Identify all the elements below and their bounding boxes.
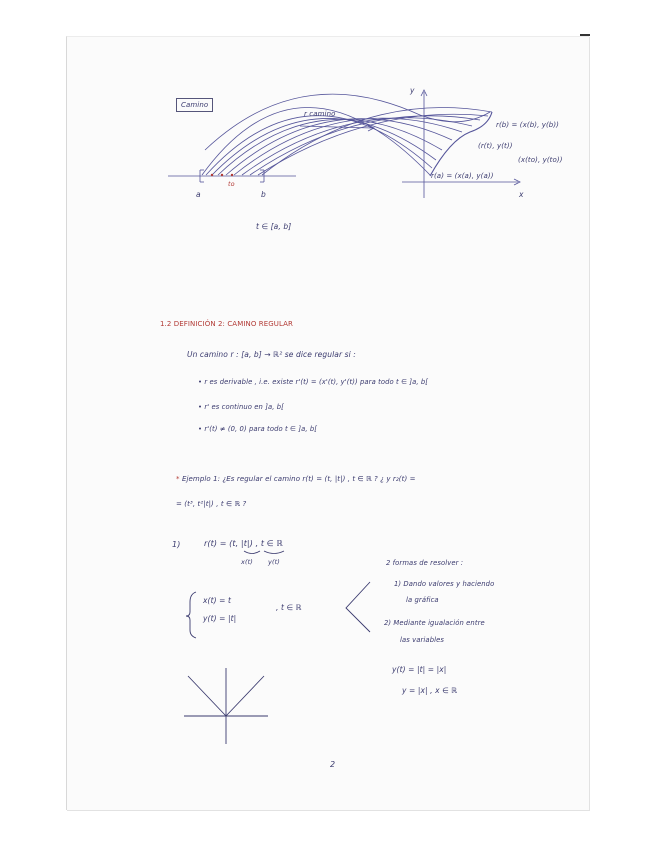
under-y-label: y(t)	[268, 558, 280, 566]
example-line-1: * Ejemplo 1: ¿Es regular el camino r(t) = (t, |t|) , t ∈ ℝ ? ¿ y r₂(t) =	[176, 475, 416, 483]
r-b-label: r(b) = (x(b), y(b))	[496, 121, 560, 129]
definition-intro: Un camino r : [a, b] → ℝ² se dice regular si :	[187, 350, 356, 359]
ways-title: 2 formas de resolver :	[386, 559, 464, 567]
interval-t0-label: to	[228, 180, 235, 188]
t-domain-label: t ∈ [a, b]	[256, 222, 292, 231]
example-line-2: = (t³, t²|t|) , t ∈ ℝ ?	[176, 500, 247, 508]
way-2-line-a: 2) Mediante igualación entre	[384, 619, 485, 627]
underbrace-x	[244, 551, 260, 554]
page-number: 2	[330, 760, 336, 769]
abs-graph-left-branch	[188, 676, 226, 716]
camino-box-label: Camino	[176, 98, 213, 112]
arc-top	[205, 94, 490, 150]
way-1-line-b: la gráfica	[406, 596, 439, 604]
definition-bullet-3: • r'(t) ≠ (0, 0) para todo t ∈ ]a, b[	[198, 425, 318, 433]
definition-bullet-2: • r' es continuo en ]a, b[	[198, 403, 284, 411]
r-t0-label: (x(to), y(to))	[518, 156, 563, 164]
system-brace	[186, 592, 196, 638]
definition-bullet-1: • r es derivable , i.e. existe r'(t) = (x'(t), y'(t)) para todo t ∈ ]a, b[	[198, 378, 429, 386]
section-heading: 1.2 DEFINICIÓN 2: CAMINO REGULAR	[160, 320, 294, 328]
step-expression: r(t) = (t, |t|) , t ∈ ℝ	[204, 539, 283, 548]
abs-graph	[184, 668, 268, 744]
r-t-label: (r(t), y(t))	[478, 142, 513, 150]
y-axis-label: y	[410, 86, 415, 95]
way-2-line-b: las variables	[400, 636, 445, 644]
abs-graph-right-branch	[226, 676, 264, 716]
system-y: y(t) = |t|	[203, 614, 237, 623]
equation-1: y(t) = |t| = |x|	[392, 665, 447, 674]
curve-label: r camino	[304, 110, 336, 118]
step-number: 1)	[172, 540, 181, 549]
equation-2: y = |x| , x ∈ ℝ	[402, 686, 458, 695]
interval-a-label: a	[196, 190, 201, 199]
r-a-label: r(a) = (x(a), y(a))	[431, 172, 494, 180]
interval-b-label: b	[261, 190, 266, 199]
way-1-line-a: 1) Dando valores y haciendo	[394, 580, 495, 588]
x-axis-label: x	[519, 190, 524, 199]
under-x-label: x(t)	[241, 558, 253, 566]
underbrace-y	[264, 551, 284, 554]
arc-4	[218, 119, 442, 175]
system-x: x(t) = t	[203, 596, 232, 605]
system-domain: , t ∈ ℝ	[276, 603, 302, 612]
branch-chevron	[346, 582, 370, 632]
